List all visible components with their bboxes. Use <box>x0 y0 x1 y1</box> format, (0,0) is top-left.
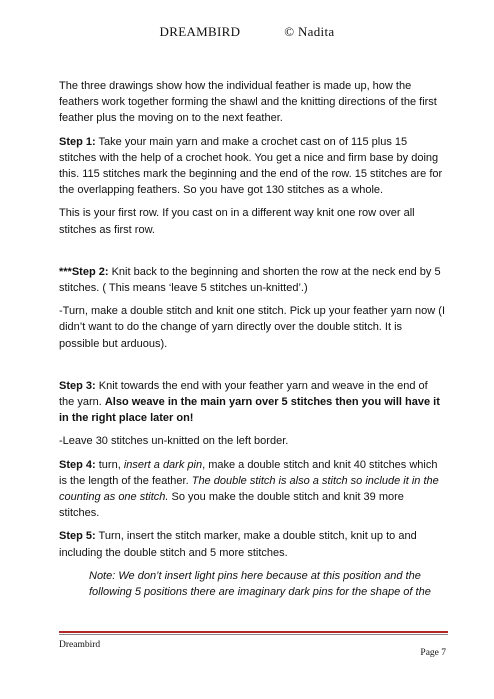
header-copyright: © Nadita <box>284 24 335 39</box>
header-brand: DREAMBIRD <box>159 24 241 39</box>
step3-paragraph <box>59 378 445 427</box>
step1-label: Step 1: <box>59 135 96 148</box>
step3-bold-text: Also weave in the main yarn over 5 stitches then you will have it in the right place later on! <box>59 396 440 425</box>
step2-paragraph <box>59 264 445 296</box>
page-header <box>0 24 494 40</box>
footer-rule-gray <box>59 634 448 635</box>
step3-text: Knit towards the end with your feather yarn and weave in the end of the yarn. <box>59 379 428 409</box>
step2-text: Knit back to the beginning and shorten the row at the neck end by 5 stitches. ( This means ‘leave 5 stitches un-knitted’.) <box>59 265 441 295</box>
footer-rule-red <box>59 631 448 633</box>
step1-text: Take your main yarn and make a crochet cast on of 115 plus 15 stitches with the help of a crochet hook. You get a nice and firm base by doing this. 115 stitches mark the beginning and the end of the row. 15 stitches are for the overlapping feathers. So you have got 130 stitches as a whole. <box>59 135 443 197</box>
step4-text-b: , make a double stitch and knit 40 stitches which is the length of the feather. <box>59 458 438 487</box>
intro-paragraph: The three drawings show how the individual feather is made up, how the feathers work together forming the shawl and the knitting directions of the first feather plus the moving on to the next feather. <box>59 80 437 125</box>
step4-label: Step 4: <box>59 458 96 471</box>
step2-label: ***Step 2: <box>59 265 109 278</box>
step1-paragraph <box>59 134 445 199</box>
step5-label: Step 5: <box>59 530 96 543</box>
page-number: Page 7 <box>420 648 446 658</box>
note-paragraph: Note: We don’t insert light pins here because at this position and the following 5 positions there are imaginary dark pins for the shape of the <box>89 569 431 599</box>
leave-paragraph: -Leave 30 stitches un-knitted on the left border. <box>59 435 289 448</box>
step5-paragraph <box>59 528 445 560</box>
turn-paragraph: -Turn, make a double stitch and knit one stitch. Pick up your feather yarn now (I didn’t want to do the change of yarn directly over the double stitch. It is possible but arduous). <box>59 305 446 350</box>
step4-text-c: So you make the double stitch and knit 39 more stitches. <box>59 491 404 520</box>
step4-italic-b: The double stitch is also a stitch so include it in the counting as one stitch. <box>59 474 439 504</box>
step5-text: Turn, insert the stitch marker, make a double stitch, knit up to and including the double stitch and 5 more stitches. <box>59 530 417 559</box>
step3-label: Step 3: <box>59 379 96 392</box>
first-row-paragraph: This is your first row. If you cast on in a different way knit one row over all stitches as first row. <box>59 207 415 236</box>
document-body <box>59 78 445 607</box>
footer-brand: Dreambird <box>59 640 101 650</box>
step4-italic-a: insert a dark pin <box>123 458 203 471</box>
step4-paragraph <box>59 457 445 522</box>
step4-text-a: turn, <box>95 458 124 471</box>
